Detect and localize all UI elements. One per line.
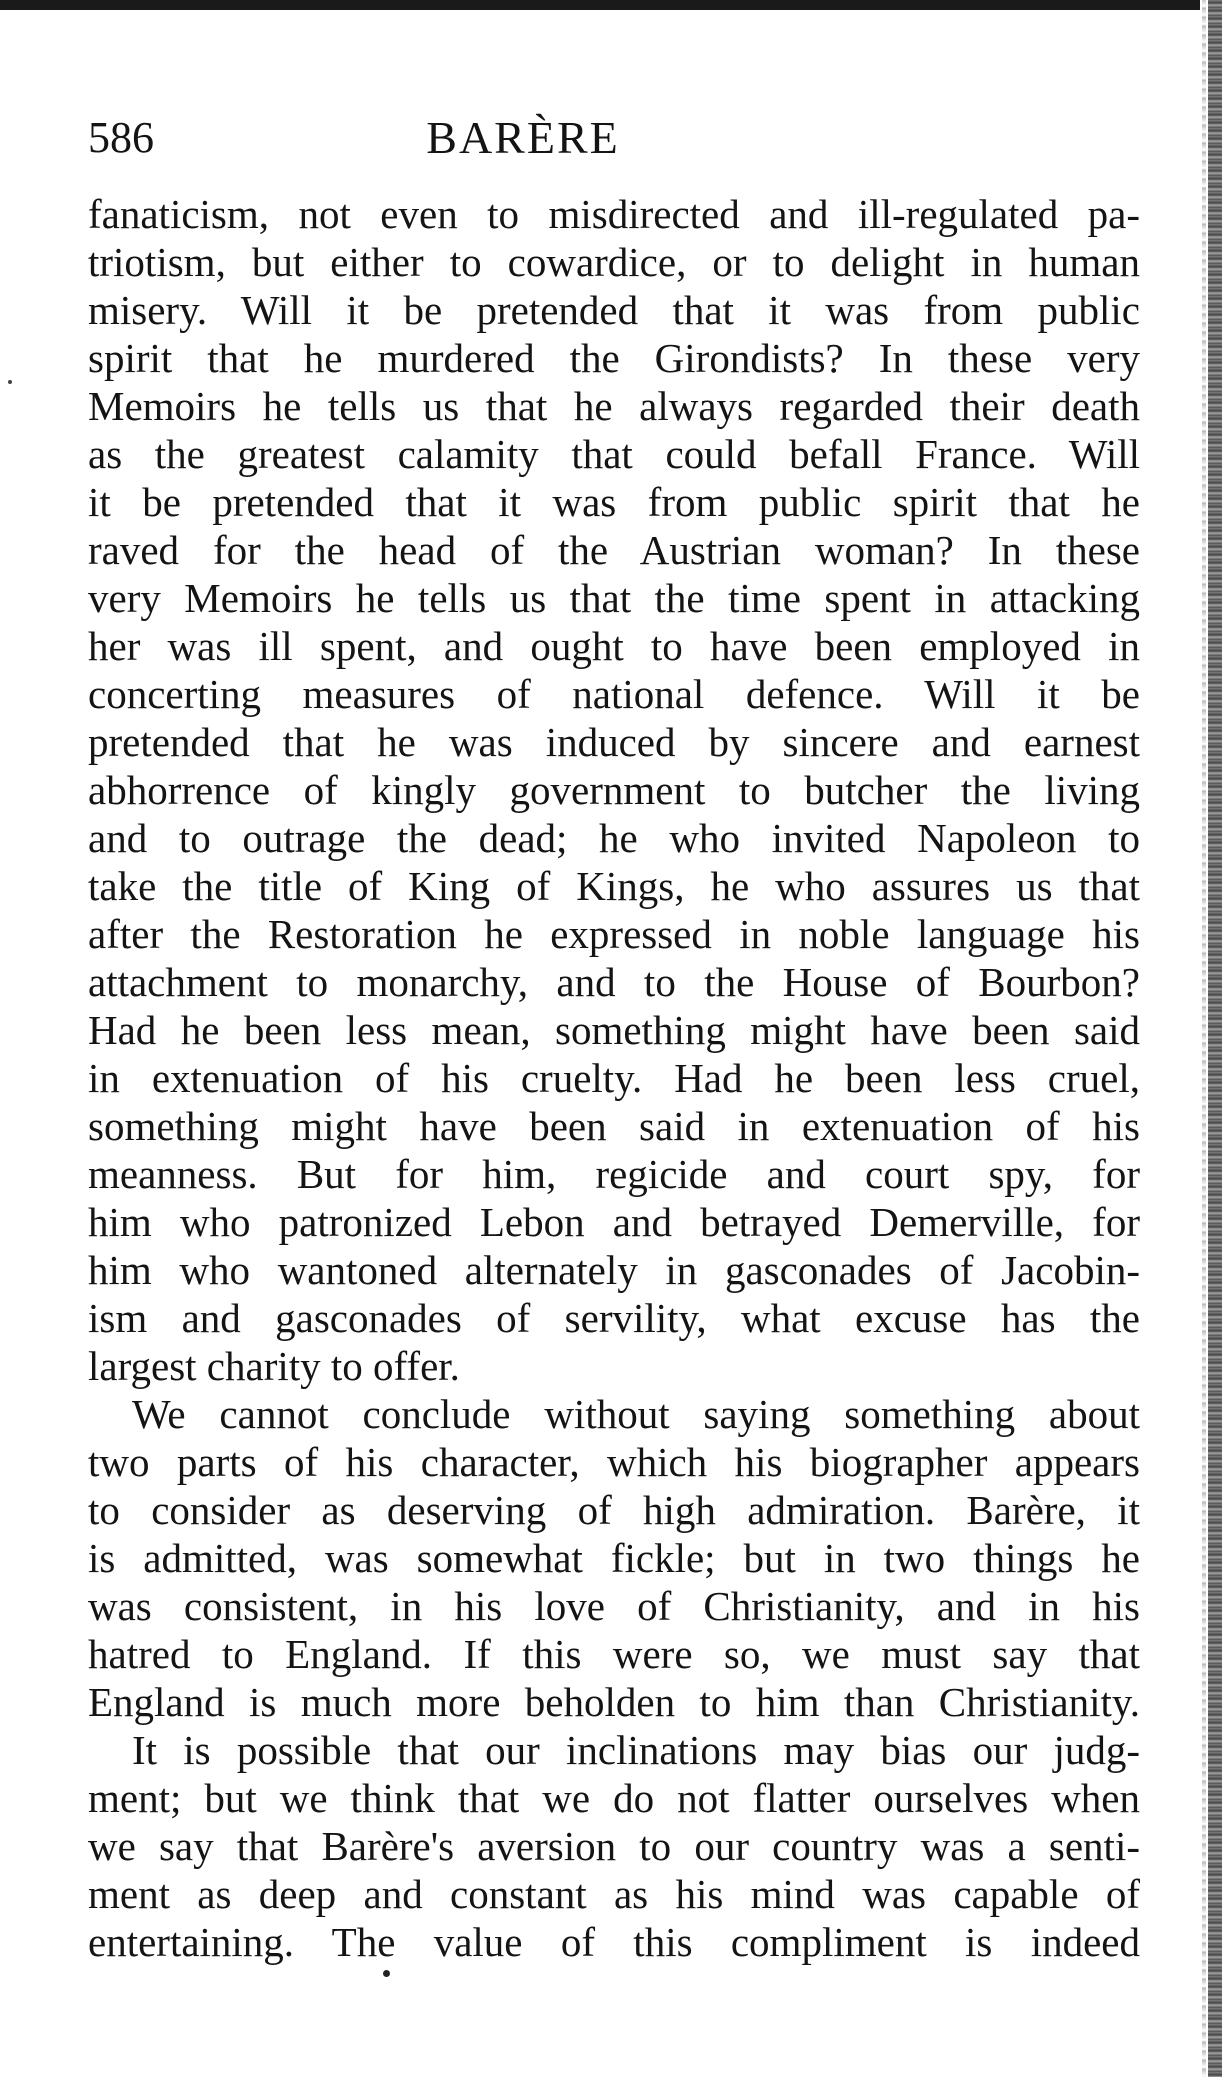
speck: [8, 380, 12, 384]
text-line: concerting measures of national defence. Will it be: [88, 671, 1140, 717]
paragraph-start-line: It is possible that our inclinations may bias our judg-: [132, 1727, 1140, 1773]
text-line: we say that Barère's aversion to our country was a senti-: [88, 1823, 1140, 1869]
text-line: fanaticism, not even to misdirected and ill-regulated pa-: [88, 191, 1140, 237]
text-line: him who wantoned alternately in gasconades of Jacobin-: [88, 1247, 1140, 1293]
top-border-rule: [0, 0, 1200, 10]
page-number: 586: [88, 113, 154, 162]
text-line: it be pretended that it was from public spirit that he: [88, 479, 1140, 525]
text-line: spirit that he murdered the Girondists? In these very: [88, 335, 1140, 381]
text-line: in extenuation of his cruelty. Had he been less cruel,: [88, 1055, 1140, 1101]
text-line: is admitted, was somewhat fickle; but in two things he: [88, 1535, 1140, 1581]
text-line: him who patronized Lebon and betrayed Demerville, for: [88, 1199, 1140, 1245]
text-line: misery. Will it be pretended that it was from public: [88, 287, 1140, 333]
page-edge-shadow: [1202, 0, 1206, 2077]
text-line: very Memoirs he tells us that the time spent in attacking: [88, 575, 1140, 621]
text-line: attachment to monarchy, and to the House of Bourbon?: [88, 959, 1140, 1005]
text-line: pretended that he was induced by sincere and earnest: [88, 719, 1140, 765]
text-line: abhorrence of kingly government to butcher the living: [88, 767, 1140, 813]
text-line: two parts of his character, which his biographer appears: [88, 1439, 1140, 1485]
text-line: ism and gasconades of servility, what excuse has the: [88, 1295, 1140, 1341]
paragraph-end-line: England is much more beholden to him than Christianity.: [88, 1679, 1140, 1725]
paragraph-end-line: largest charity to offer.: [88, 1343, 460, 1389]
text-line: to consider as deserving of high admiration. Barère, it: [88, 1487, 1140, 1533]
text-line: triotism, but either to cowardice, or to delight in human: [88, 239, 1140, 285]
text-line: take the title of King of Kings, he who assures us that: [88, 863, 1140, 909]
text-line: meanness. But for him, regicide and court spy, for: [88, 1151, 1140, 1197]
paragraph-start-line: We cannot conclude without saying something about: [132, 1391, 1140, 1437]
text-line: as the greatest calamity that could befall France. Will: [88, 431, 1140, 477]
text-line: Had he been less mean, something might have been said: [88, 1007, 1140, 1053]
body-text: [88, 190, 1140, 1966]
text-line: something might have been said in extenuation of his: [88, 1103, 1140, 1149]
ink-dot: [383, 1970, 390, 1977]
text-line: was consistent, in his love of Christianity, and in his: [88, 1583, 1140, 1629]
text-line: raved for the head of the Austrian woman? In these: [88, 527, 1140, 573]
text-line: hatred to England. If this were so, we must say that: [88, 1631, 1140, 1677]
running-head: BARÈRE: [426, 112, 620, 163]
text-line: Memoirs he tells us that he always regarded their death: [88, 383, 1140, 429]
text-line: entertaining. The value of this compliment is indeed: [88, 1919, 1140, 1965]
text-line: ment as deep and constant as his mind was capable of: [88, 1871, 1140, 1917]
text-line: and to outrage the dead; he who invited Napoleon to: [88, 815, 1140, 861]
text-line: her was ill spent, and ought to have been employed in: [88, 623, 1140, 669]
text-line: after the Restoration he expressed in noble language his: [88, 911, 1140, 957]
text-line: ment; but we think that we do not flatter ourselves when: [88, 1775, 1140, 1821]
page-header: [88, 108, 1140, 178]
page-edge-binding: [1208, 0, 1222, 2077]
